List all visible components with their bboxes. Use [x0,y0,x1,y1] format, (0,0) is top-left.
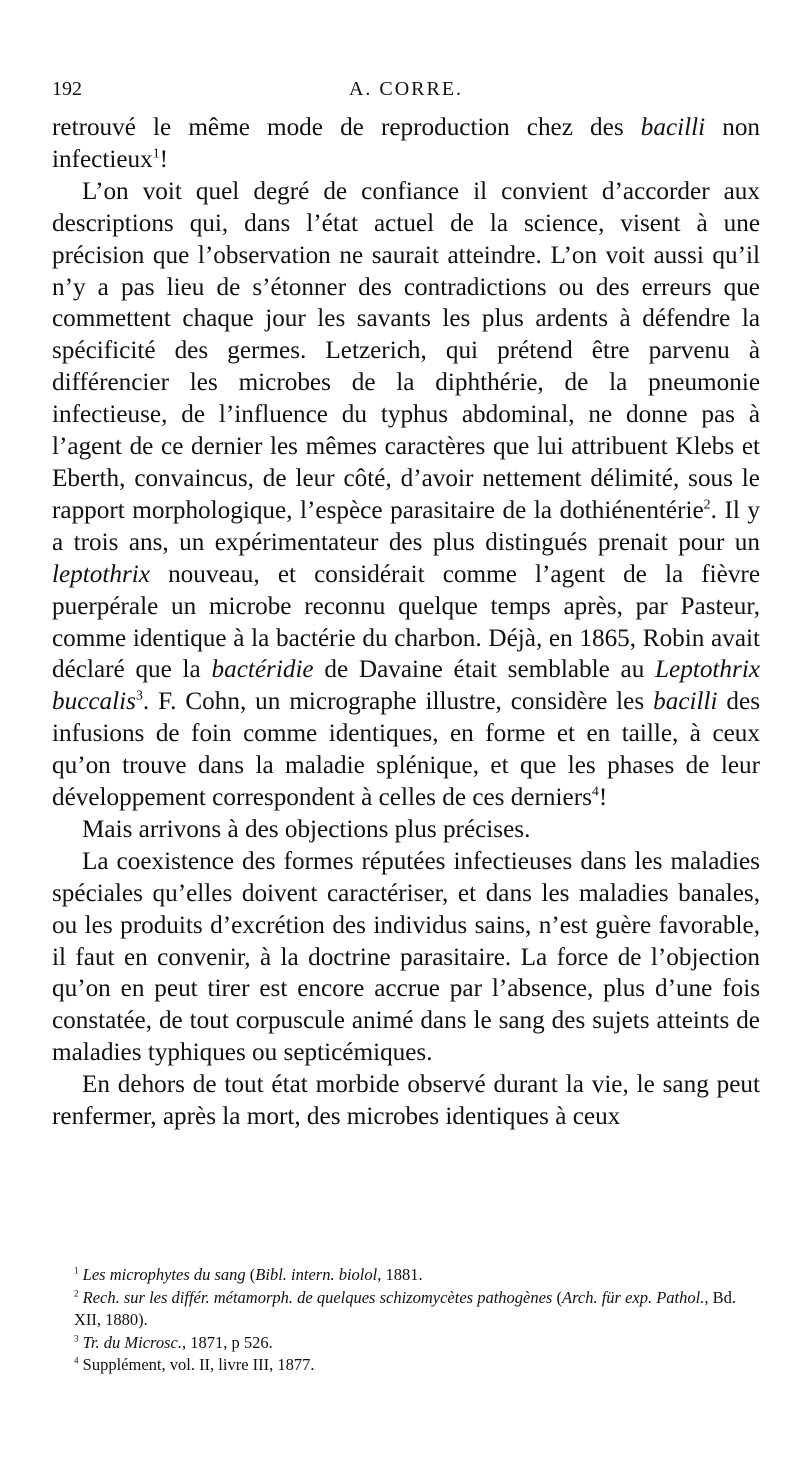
footnote-mark: 3 [74,1333,79,1344]
footnote-text: Rech. sur les différ. métamorph. de quelques schizomycètes pathogènes (Arch. für exp. Pathol., Bd. XII, 1880). [74,1287,736,1330]
paragraph: La coexistence des formes réputées infectieuses dans les maladies spéciales qu’elles doivent caractériser, et dans les maladies banales, ou les produits d’excrétion des individus sains, n’est guère favorable, il faut en convenir, à la doctrine parasitaire. La force de l’objection qu’on en peut tirer est encore accrue par l’absence, plus d’une fois constatée, de tout corpuscule animé dans le sang des sujets atteints de maladies typhiques ou septicémiques. [52,847,760,1067]
page-number: 192 [52,78,82,100]
footnote [52,1287,760,1332]
footnote-text: Tr. du Microsc., 1871, p 526. [82,1332,273,1352]
footnote-text: Les microphytes du sang (Bibl. intern. biolol, 1881. [82,1265,423,1284]
paragraph: En dehors de tout état morbide observé durant la vie, le sang peut renfermer, après la mort, des microbes identiques à ceux [52,1071,760,1131]
page-header [52,74,760,108]
paragraph: Mais arrivons à des objections plus précises. [82,815,531,843]
footnote-mark: 4 [74,1356,79,1367]
footnote-text: Supplément, vol. II, livre III, 1877. [82,1355,315,1375]
footnote-mark: 2 [74,1288,79,1299]
footnote [52,1354,760,1377]
paragraph: L’on voit quel degré de confiance il convient d’accorder aux descriptions qui, dans l’état actuel de la science, visent à une précision que l’observation ne saurait atteindre. L’on voit aussi qu’il n’y a pas lieu de s’étonner des contradictions ou des erreurs que commettent chaque jour les savants les plus ardents à défendre la spécificité des germes. Letzerich, qui prétend être parvenu à différencier les microbes de la diphthérie, de la pneumonie infectieuse, de l’influence du typhus abdominal, ne donne pas à l’agent de ce dernier les mêmes caractères que lui attribuent Klebs et Eberth, convaincus, de leur côté, d’avoir nettement délimité, sous le rapport morphologique, l’espèce parasitaire de la dothiénentérie$^2$. Il y a trois ans, un expérimentateur des plus distingués prenait pour un leptothrix nouveau, et considérait comme l’agent de la fièvre puerpérale un microbe reconnu quelque temps après, par Pasteur, comme identique à la bactérie du charbon. Déjà, en 1865, Robin avait déclaré que la bactéridie de Davaine était semblable au Leptothrix buccalis$^3$. F. Cohn, un micrographe illustre, considère les bacilli des infusions de foin comme identiques, en forme et en taille, à ceux qu’on trouve dans la maladie splénique, et que les phases de leur développement correspondent à celles de ces derniers$^4$! [52,177,761,812]
running-head: A. CORRE. [348,78,464,100]
body-text [52,112,760,1133]
footnote-mark: 1 [74,1265,79,1276]
footnote [52,1332,760,1355]
footnotes [52,1264,760,1377]
paragraph: retrouvé le même mode de reproduction chez des bacilli non infectieux$^1$! [52,114,761,173]
footnote [52,1264,760,1287]
